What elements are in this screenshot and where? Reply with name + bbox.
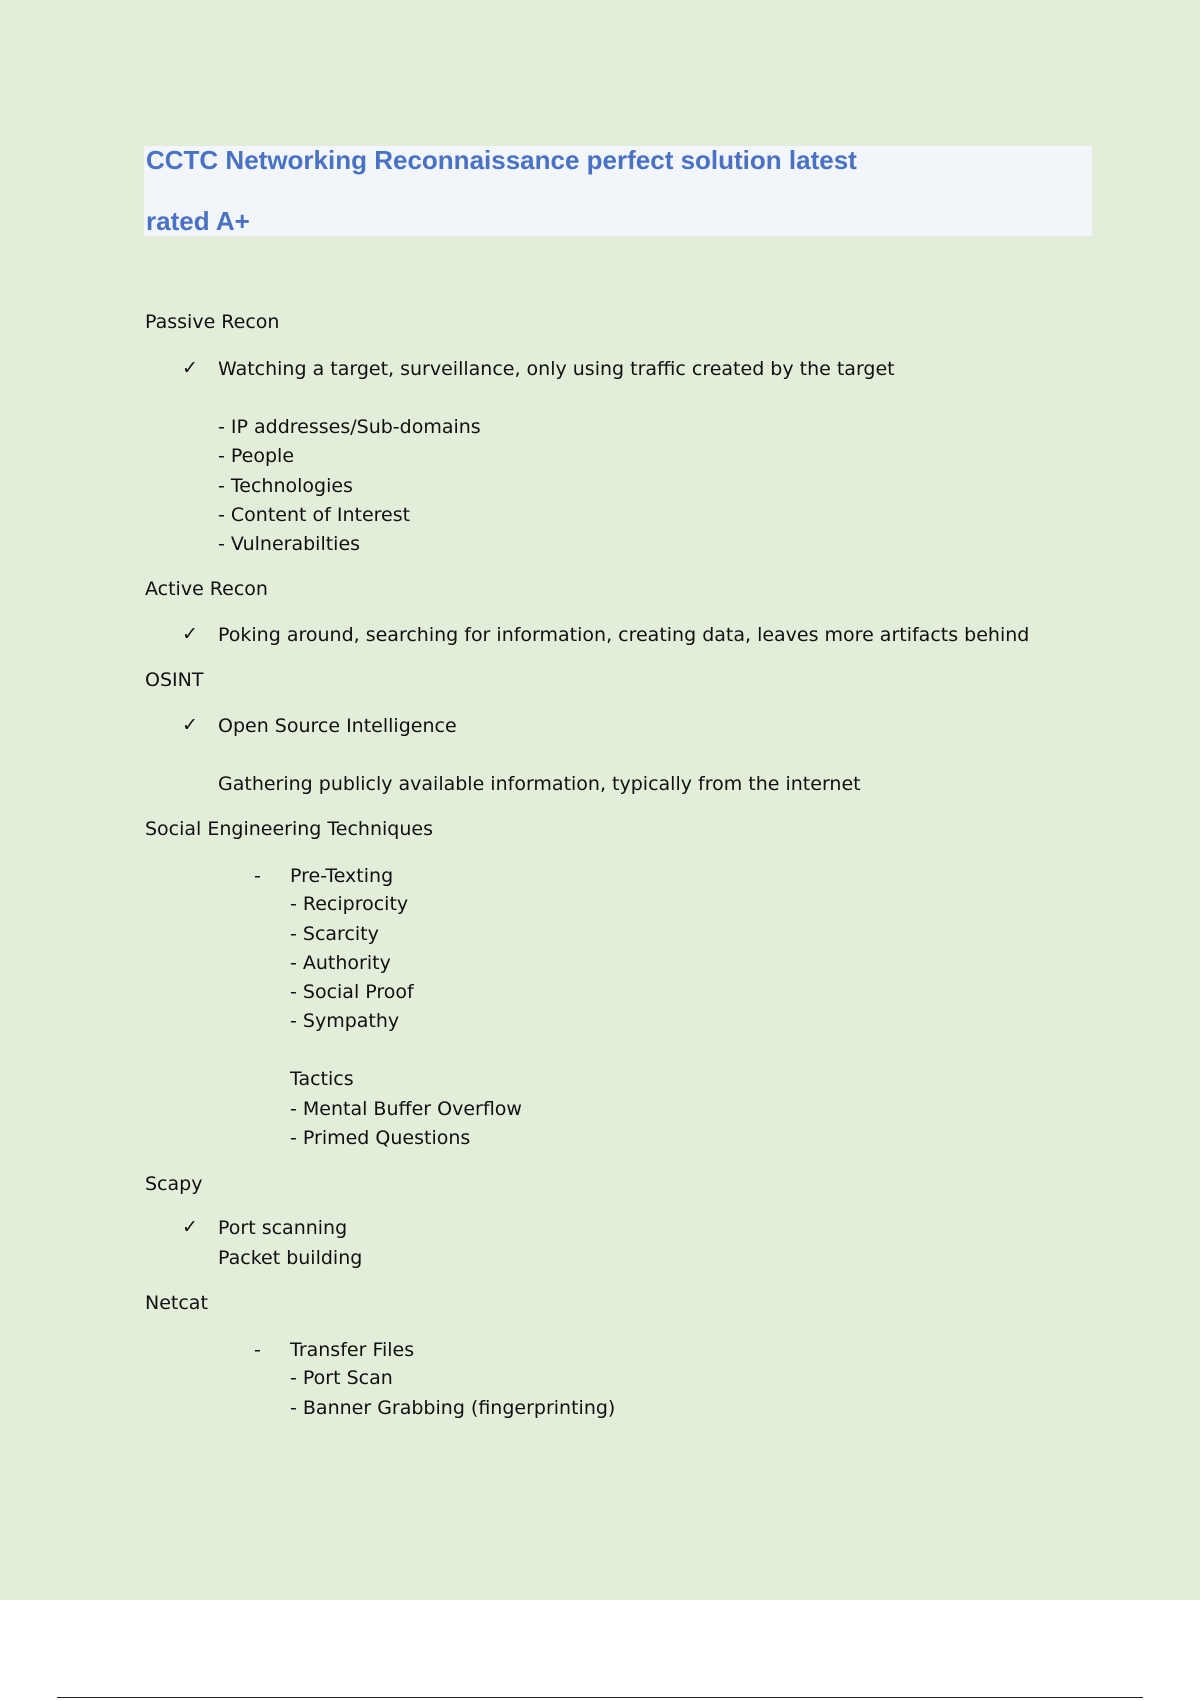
list-item: - Port Scan xyxy=(290,1367,393,1389)
list-item: - Mental Buffer Overflow xyxy=(290,1098,522,1120)
active-recon-description: Poking around, searching for information, creating data, leaves more artifacts behind xyxy=(218,624,1030,646)
osint-note: Gathering publicly available information, typically from the internet xyxy=(218,773,861,795)
footer-rule xyxy=(57,1697,1143,1698)
list-item: - Vulnerabilties xyxy=(218,533,361,555)
list-item: - Scarcity xyxy=(290,923,379,945)
passive-recon-description: Watching a target, surveillance, only using traffic created by the target xyxy=(218,358,895,380)
list-item: - Banner Grabbing (fingerprinting) xyxy=(290,1397,616,1419)
list-item: - Authority xyxy=(290,952,391,974)
heading-netcat: Netcat xyxy=(145,1292,208,1314)
list-item: - People xyxy=(218,445,295,467)
dash-marker: - xyxy=(254,1339,261,1361)
tactics-heading: Tactics xyxy=(290,1068,354,1090)
list-item: - IP addresses/Sub-domains xyxy=(218,416,481,438)
scapy-description: Port scanning xyxy=(218,1217,348,1239)
heading-active-recon: Active Recon xyxy=(145,578,268,600)
dash-marker: - xyxy=(254,865,261,887)
checkmark-icon: ✓ xyxy=(182,623,198,645)
heading-scapy: Scapy xyxy=(145,1173,203,1195)
list-item: - Sympathy xyxy=(290,1010,400,1032)
checkmark-icon: ✓ xyxy=(182,714,198,736)
list-item: - Primed Questions xyxy=(290,1127,471,1149)
page-title-line-1: CCTC Networking Reconnaissance perfect solution latest xyxy=(146,145,857,175)
list-item: - Reciprocity xyxy=(290,893,409,915)
checkmark-icon: ✓ xyxy=(182,1216,198,1238)
osint-description: Open Source Intelligence xyxy=(218,715,457,737)
list-item: - Technologies xyxy=(218,475,353,497)
checkmark-icon: ✓ xyxy=(182,357,198,379)
heading-social-engineering: Social Engineering Techniques xyxy=(145,818,433,840)
list-item: Pre-Texting xyxy=(290,865,394,887)
heading-passive-recon: Passive Recon xyxy=(145,311,280,333)
scapy-description-line-2: Packet building xyxy=(218,1247,363,1269)
heading-osint: OSINT xyxy=(145,669,204,691)
list-item: Transfer Files xyxy=(290,1339,415,1361)
list-item: - Content of Interest xyxy=(218,504,411,526)
list-item: - Social Proof xyxy=(290,981,414,1003)
page-title-line-2: rated A+ xyxy=(146,206,250,236)
